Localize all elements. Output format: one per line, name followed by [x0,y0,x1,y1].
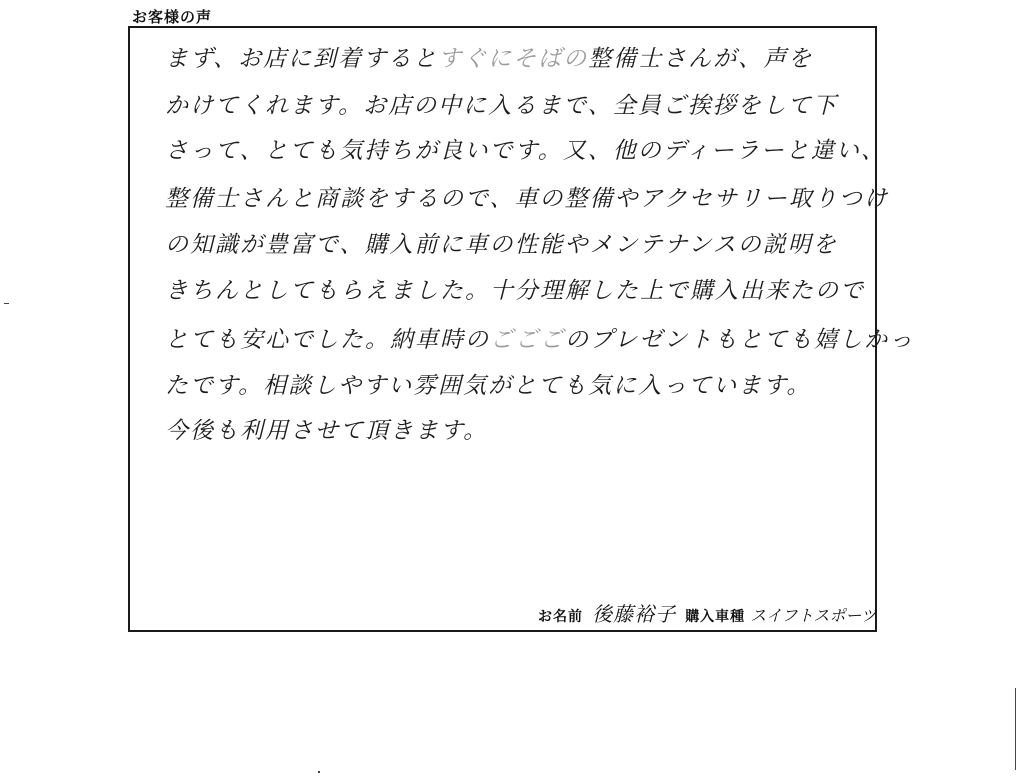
header-title: お客様の声 [132,8,213,26]
body-line: 整備士さんと商談をするので、車の整備やアクセサリー取りつけ [165,186,889,212]
body-line: まず、お店に到着するとすぐにそばの整備士さんが、声を [165,46,814,72]
body-line: の知識が豊富で、購入前に車の性能やメンテナンスの説明を [165,232,838,258]
signature-row [538,598,877,627]
scan-artifact [1015,688,1016,770]
body-line: とても安心でした。納車時のごごごのプレゼントもとても嬉しかっ [165,327,915,353]
body-line: たです。相談しやすい雰囲気がとても気に入っています。 [165,373,812,399]
body-line: きちんとしてもらえました。十分理解した上で購入出来たので [165,278,865,304]
body-line: 今後も利用させて頂きます。 [165,418,489,444]
vehicle-label: 購入車種 [685,609,746,625]
vehicle-value: スイフトスポーツ [750,606,877,625]
scan-artifact [4,303,9,304]
body-line: かけてくれます。お店の中に入るまで、全員ご挨拶をして下 [165,93,838,119]
body-line: さって、とても気持ちが良いです。又、他のディーラーと違い、 [165,138,886,164]
scan-artifact [318,771,320,773]
name-value: 後藤裕子 [592,602,677,626]
name-label: お名前 [538,609,583,625]
